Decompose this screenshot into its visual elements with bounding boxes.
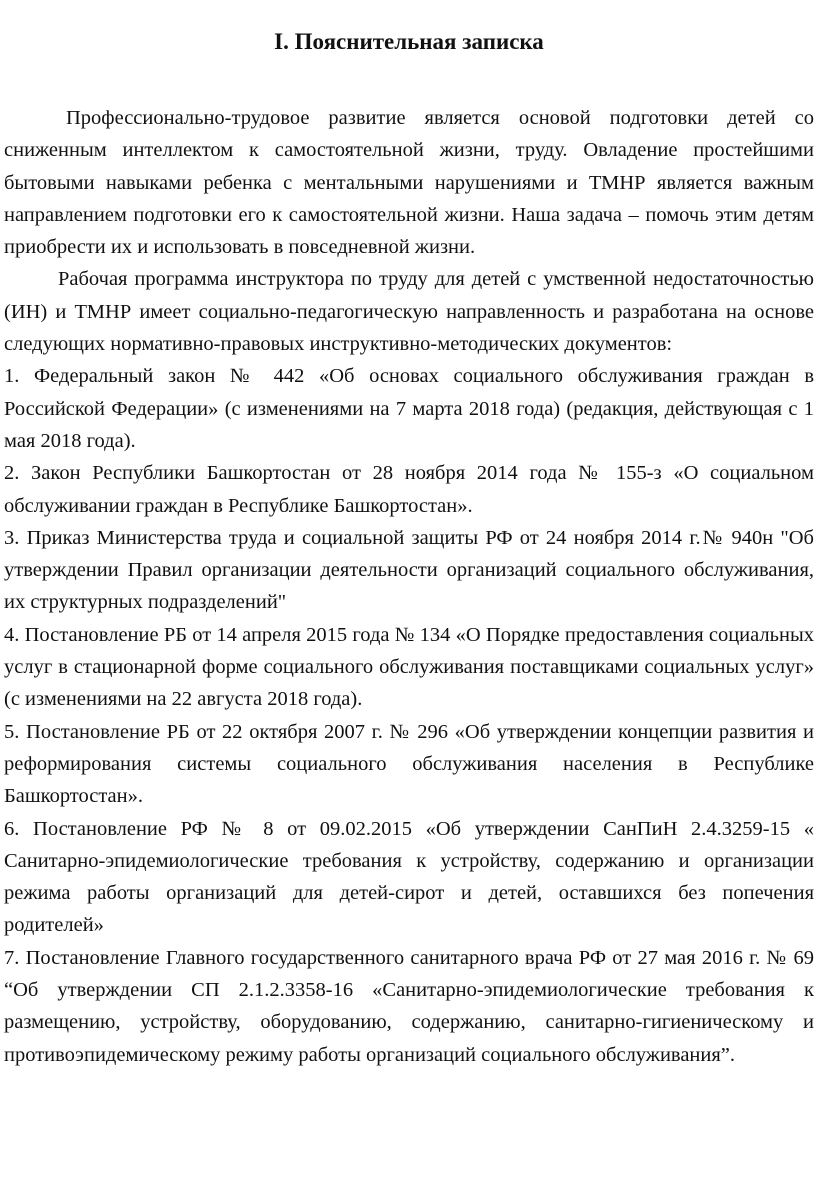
list-item-3: 3. Приказ Министерства труда и социальной защиты РФ от 24 ноября 2014 г.№ 940н "Об утверждении Правил организации деятельности организаций социального обслуживания, их структурных подразделений" bbox=[4, 526, 814, 614]
list-item-7: 7. Постановление Главного государственного санитарного врача РФ от 27 мая 2016 г. № 69 “Об утверждении СП 2.1.2.3358-16 «Санитарно-эпидемиологические требования к размещению, устройству, оборудованию, содержанию, санитарно-гигиеническому и противоэпидемическому режиму работы организаций социального обслуживания”. bbox=[4, 946, 814, 1066]
document-body bbox=[4, 102, 814, 1071]
list-item-4: 4. Постановление РБ от 14 апреля 2015 года № 134 «О Порядке предоставления социальных услуг в стационарной форме социального обслуживания поставщиками социальных услуг» (с изменениями на 22 августа 2018 года). bbox=[4, 623, 814, 711]
list-item-5: 5. Постановление РБ от 22 октября 2007 г. № 296 «Об утверждении концепции развития и реформирования системы социального обслуживания населения в Республике Башкортостан». bbox=[4, 720, 814, 808]
list-item-6: 6. Постановление РФ № 8 от 09.02.2015 «Об утверждении СанПиН 2.4.3259-15 « Санитарно-эпидемиологические требования к устройству, содержанию и организации режима работы организаций для детей-сирот и детей, оставшихся без попечения родителей» bbox=[4, 817, 814, 937]
list-item-1: 1. Федеральный закон № 442 «Об основах социального обслуживания граждан в Российской Федерации» (с изменениями на 7 марта 2018 года) (редакция, действующая с 1 мая 2018 года). bbox=[4, 365, 814, 452]
program-paragraph: Рабочая программа инструктора по труду для детей с умственной недостаточностью (ИН) и ТМНР имеет социально-педагогическую направленность и разработана на основе следующих нормативно-правовых инструктивно-методических документов: bbox=[4, 268, 814, 356]
intro-paragraph: Профессионально-трудовое развитие является основой подготовки детей со сниженным интеллектом к самостоятельной жизни, труду. Овладение простейшими бытовыми навыками ребенка с ментальными нарушениями и ТМНР является важным направлением подготовки его к самостоятельной жизни. Наша задача – помочь этим детям приобрести их и использовать в повседневной жизни. bbox=[4, 107, 814, 259]
list-item-2: 2. Закон Республики Башкортостан от 28 ноября 2014 года № 155-з «О социальном обслуживании граждан в Республике Башкортостан». bbox=[4, 462, 814, 517]
page-title: I. Пояснительная записка bbox=[274, 29, 544, 54]
